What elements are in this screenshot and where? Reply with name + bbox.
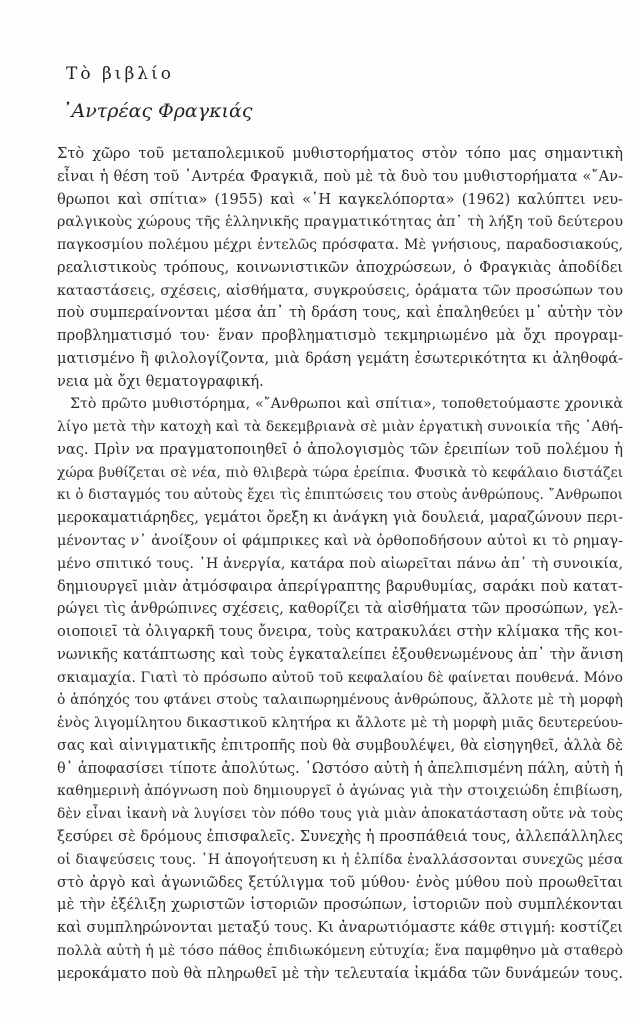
text-line: στὸ ἀργὸ καὶ ἀγωνιῶδες ξετύλιγμα τοῦ μύθου· ἑνὸς μύθου ποὺ προωθεῖται xyxy=(57,873,623,891)
text-line: κι ὁ δισταγμός του αὐτοὺς ἔχει τὶς ἐπιπτώσεις του στοὺς ἀνθρώπους. ῎Ανθρωποι xyxy=(57,487,623,504)
text-line: ματισμένο ἢ φιλολογίζοντα, μιὰ δράση γεμάτη ἐσωτερικότητα κι ἀληθοφά- xyxy=(57,349,623,367)
text-line: ραλγικοὺς χώρους τῆς ἑλληνικῆς πραγματικότητας ἀπ᾽ τὴ λήξη τοῦ δεύτερου xyxy=(57,214,623,231)
text-line: θ᾽ ἀποφασίσει τίποτε ἀπολύτως. ῾Ωστόσο αὐτὴ ἡ ἀπελπισμένη πάλη, αὐτὴ ἡ xyxy=(57,760,623,777)
text-line: εἶναι ἡ θέση τοῦ ᾽Αντρέα Φραγκιᾶ, ποὺ μὲ τὰ δυὸ του μυθιστορήματα «῎Αν- xyxy=(57,167,623,185)
text-line: καὶ συμπληρώνονται μεταξύ τους. Κι ἀναρωτιόμαστε κάθε στιγμή: κοστίζει xyxy=(57,919,623,937)
text-line: παγκοσμίου πολέμου μέχρι ἐντελῶς πρόσφατα. Μὲ γνήσιους, παραδοσιακούς, xyxy=(57,237,623,254)
text-line: πολλὰ αὐτὴ ἡ μὲ τόσο πάθος ἐπιδιωκόμενη εὐτυχία; ἕνα παμφθηνο μὰ σταθερὸ xyxy=(57,942,623,959)
text-line: θρωποι καὶ σπίτια» (1955) καὶ «῾Η καγκελόπορτα» (1962) καλύπτει νευ- xyxy=(57,190,623,208)
text-line: δημιουργεῖ μιὰν ἀτμόσφαιρα ἀπερίγραπτης βαρυθυμίας, σαράκι ποὺ κατατ- xyxy=(57,577,623,595)
text-line: μὲ τὴν ἐξέλιξη χωριστῶν ἱστοριῶν προσώπων, ἱστοριῶν ποὺ συμπλέκονται xyxy=(57,896,623,914)
text-line: χώρα βυθίζεται σὲ νέα, πιὸ θλιβερὰ τώρα ἐρείπια. Φυσικὰ τὸ κεφάλαιο διστάζει xyxy=(57,464,623,481)
text-line: ποὺ συμπεραίνονται μέσα ἀπ᾽ τὴ δράση τους, καὶ ἐπαληθεύει μ᾽ αὐτὴν τὸν xyxy=(57,304,623,322)
paragraph-2 xyxy=(57,393,623,985)
text-line: νωνικῆς κατάπτωσης καὶ τοὺς ἐγκαταλείπει ἐξουθενωμένους ἀπ᾽ τὴν ἄνιση xyxy=(57,646,623,663)
text-line: ἑνὸς λιγομίλητου δικαστικοῦ κλητήρα κι ἄλλοτε μὲ τὴ μορφὴ μιᾶς δευτερεύου- xyxy=(57,715,623,732)
text-line: οιοποιεῖ τὰ ὀλιγαρκῆ τους ὄνειρα, τοὺς κατρακυλάει στὴν κλίμακα τῆς κοι- xyxy=(57,623,623,641)
text-line: ρώγει τὶς ἀνθρώπινες σχέσεις, καθορίζει τὰ αἰσθήματα τῶν προσώπων, γελ- xyxy=(57,601,623,618)
text-line: Στὸ χῶρο τοῦ μεταπολεμικοῦ μυθιστορήματος στὸν τόπο μας σημαντικὴ xyxy=(57,145,623,162)
text-line: μεροκαματιάρηδες, γεμάτοι ὄρεξη κι ἀνάγκη γιὰ δουλειά, μαραζώνουν περι- xyxy=(57,510,623,527)
author-name: ᾽Αντρέας Φραγκιάς xyxy=(62,100,253,122)
body-text xyxy=(57,143,623,985)
text-line: νας. Πρὶν να πραγματοποιηθεῖ ὁ ἀπολογισμὸς τῶν ἐρειπίων τοῦ πολέμου ἡ xyxy=(57,440,623,458)
text-line: μένο σπιτικό τους. ῾Η ἀνεργία, κατάρα ποὺ αἰωρεῖται πάνω ἀπ᾽ τὴ συνοικία, xyxy=(57,555,623,572)
text-line: καταστάσεις, σχέσεις, αἰσθήματα, συγκρούσεις, ὁράματα τῶν προσώπων του xyxy=(57,282,623,299)
text-line: λίγο μετὰ τὴν κατοχὴ καὶ τὰ δεκεμβριανὰ σὲ μιὰν ἐργατικὴ συνοικία τῆς ᾽Αθή- xyxy=(57,419,623,436)
text-line: προβληματισμό του· ἕναν προβληματισμὸ τεκμηριωμένο μὰ ὄχι προγραμ- xyxy=(57,327,623,345)
text-line: ρεαλιστικοὺς τρόπους, κοινωνιστικῶν ἀποχρώσεων, ὁ Φραγκιὰς ἀποδίδει xyxy=(57,258,623,276)
text-line: μεροκάματο ποὺ θὰ πληρωθεῖ μὲ τὴν τελευταία ἰκμάδα τῶν δυνάμεών τους. xyxy=(57,964,623,982)
text-line: ὁ ἀπόηχός του φτάνει στοὺς ταλαιπωρημένους ἀνθρώπους, ἄλλοτε μὲ τὴ μορφὴ xyxy=(57,692,623,709)
text-line: δὲν εἶναι ἱκανὴ νὰ λυγίσει τὸν πόθο τους γιὰ μιὰν ἀποκατάσταση οὔτε νὰ τοὺς xyxy=(57,806,623,823)
section-heading: Τὸ βιβλίο xyxy=(66,64,174,84)
text-line: σκιαμαχία. Γιατὶ τὸ πρόσωπο αὐτοῦ τοῦ κεφαλαίου δὲ φαίνεται πουθενά. Μόνο xyxy=(57,669,623,686)
text-line: μένοντας ν᾽ ἀνοίξουν οἱ φάμπρικες καὶ νὰ ὀρθοποδήσουν αὐτοὶ κι τὸ ρημαγ- xyxy=(57,533,623,550)
text-line: καθημερινὴ ἀπόγνωση ποὺ δημιουργεῖ ὁ ἀγώνας γιὰ τὴν στοιχειώδη ἐπιβίωση, xyxy=(57,783,623,800)
text-line: Στὸ πρῶτο μυθιστόρημα, «῎Ανθρωποι καὶ σπίτια», τοποθετούμαστε χρονικὰ xyxy=(70,396,623,413)
paragraph-1 xyxy=(57,143,623,393)
text-line: νεια μὰ ὄχι θεματογραφική. xyxy=(57,372,264,390)
text-line: σας καὶ αἰνιγματικῆς ἐπιτροπῆς ποὺ θὰ συμβουλέψει, θὰ εἰσηγηθεῖ, ἀλλὰ δὲ xyxy=(57,737,623,754)
text-line: οἱ διαψεύσεις τους. ῾Η ἀπογοήτευση κι ἡ ἐλπίδα ἐναλλάσσονται συνεχῶς μέσα xyxy=(57,851,623,868)
text-line: ξεσύρει σὲ δρόμους ἐπισφαλεῖς. Συνεχὴς ἡ προσπάθειά τους, ἀλλεπάλληλες xyxy=(57,827,623,845)
